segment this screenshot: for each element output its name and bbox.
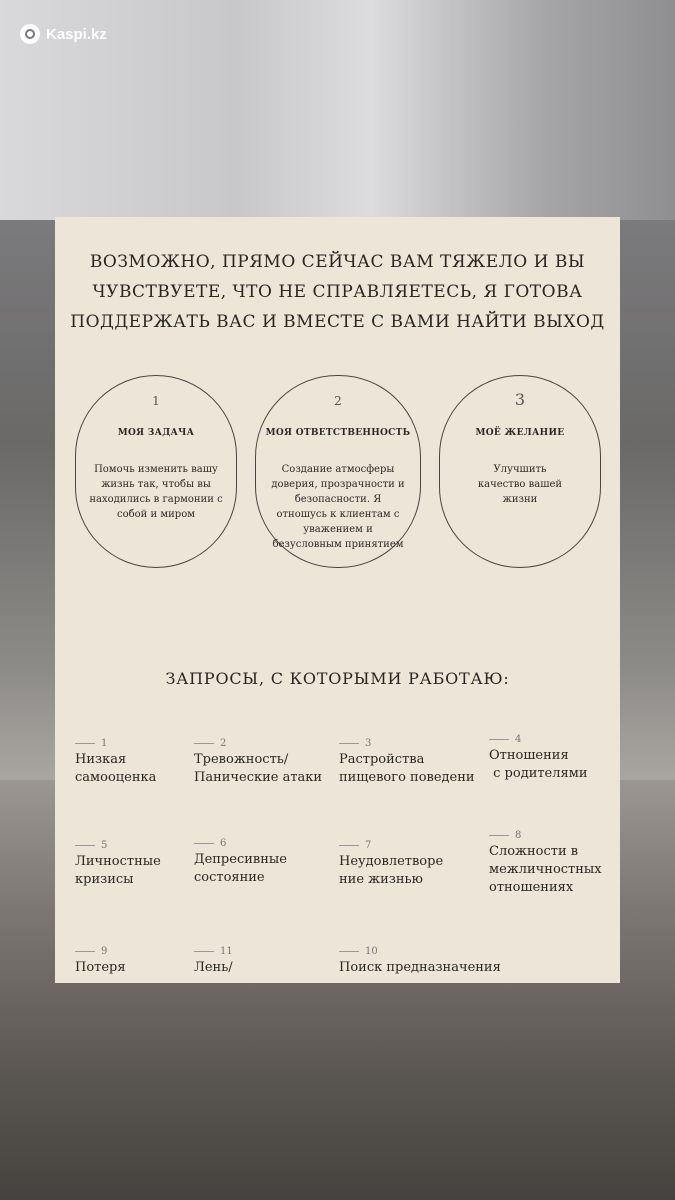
- pillar-title: МОЁ ЖЕЛАНИЕ: [475, 428, 565, 438]
- pillar-number: 2: [334, 394, 342, 408]
- content-card: [55, 217, 620, 983]
- request-number: 4: [489, 733, 587, 745]
- pillar-task: [75, 375, 237, 568]
- headline-line: ПОДДЕРЖАТЬ ВАС И ВМЕСТЕ С ВАМИ НАЙТИ ВЫХОД: [70, 312, 605, 332]
- request-number: 6: [194, 837, 287, 849]
- pillar-text: Помочь изменить вашу жизнь так, чтобы вы находились в гармонии с собой и миром: [89, 464, 223, 520]
- requests-title: ЗАПРОСЫ, С КОТОРЫМИ РАБОТАЮ:: [165, 669, 510, 688]
- request-item: 5 Личностные кризисы: [75, 839, 161, 887]
- request-item: 11 Лень/: [194, 945, 233, 975]
- kaspi-icon: [20, 24, 40, 44]
- request-number: 5: [75, 839, 161, 851]
- pillar-desire: [439, 375, 601, 568]
- request-item: 1 Низкая самооценка: [75, 737, 157, 785]
- request-item: 3 Растройства пищевого поведени: [339, 737, 475, 785]
- request-item: 9 Потеря: [75, 945, 126, 975]
- pillar-text: Создание атмосферы доверия, прозрачности и безопасности. Я отношусь к клиентам с уважением и безусловным принятием: [271, 464, 405, 550]
- request-item: 4 Отношения с родителями: [489, 733, 588, 781]
- request-number: 8: [489, 829, 602, 841]
- headline: [55, 247, 620, 337]
- pillar-number: 3: [514, 390, 526, 409]
- headline-line: ВОЗМОЖНО, ПРЯМО СЕЙЧАС ВАМ ТЯЖЕЛО И ВЫ: [89, 252, 586, 272]
- request-item: 6 Депресивные состояние: [194, 837, 287, 885]
- request-number: 3: [339, 737, 475, 749]
- request-number: 9: [75, 945, 126, 957]
- request-number: 2: [194, 737, 322, 749]
- request-item: 7 Неудовлетворе ние жизнью: [339, 839, 444, 887]
- pillar-responsibility: [255, 375, 421, 568]
- request-number: 10: [339, 945, 501, 957]
- request-number: 7: [339, 839, 443, 851]
- request-number: 11: [194, 945, 233, 957]
- pillar-title: МОЯ ЗАДАЧА: [117, 428, 195, 438]
- request-item: 8 Сложности в межличностных отношениях: [489, 829, 602, 895]
- request-number: 1: [75, 737, 156, 749]
- pillar-title: МОЯ ОТВЕТСТВЕННОСТЬ: [265, 428, 411, 438]
- request-item: 10 Поиск предназначения: [339, 945, 501, 975]
- brand-name: Kaspi.kz: [46, 25, 107, 43]
- kaspi-logo: [20, 24, 107, 44]
- headline-line: ЧУВСТВУЕТЕ, ЧТО НЕ СПРАВЛЯЕТЕСЬ, Я ГОТОВА: [92, 282, 583, 302]
- request-item: 2 Тревожность/ Панические атаки: [194, 737, 323, 785]
- pillar-number: 1: [152, 394, 160, 408]
- pillar-text: Улучшить качество вашей жизни: [477, 464, 563, 505]
